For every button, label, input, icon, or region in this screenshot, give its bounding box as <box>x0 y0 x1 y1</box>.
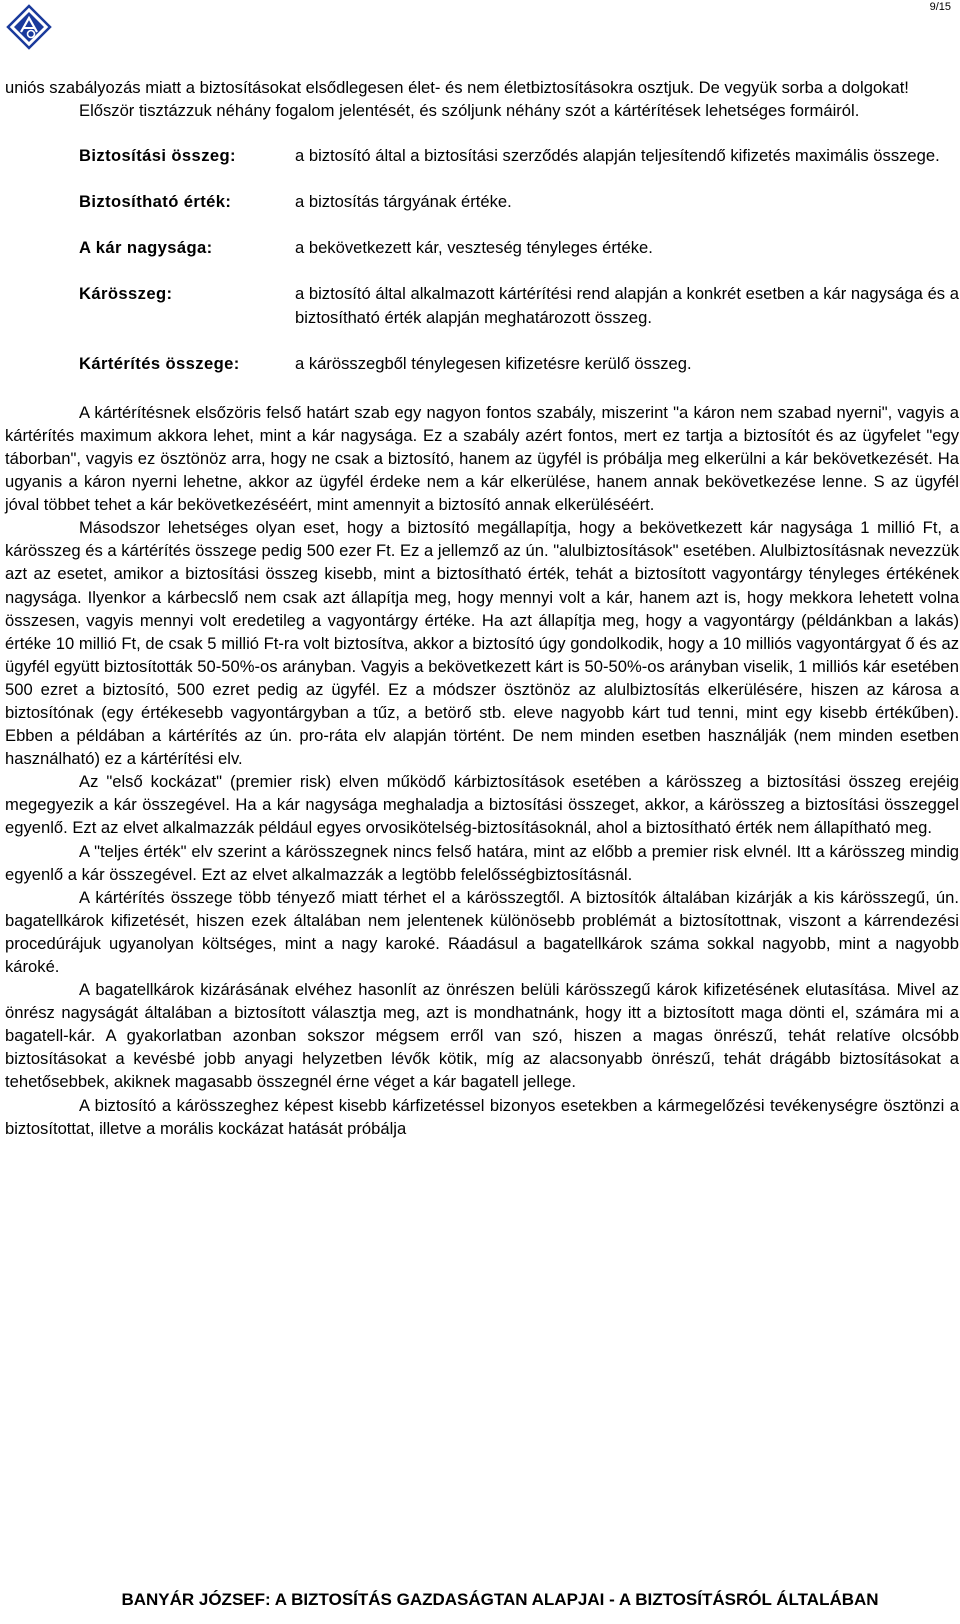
definition-term: A kár nagysága: <box>79 238 213 258</box>
logo-icon <box>6 4 52 50</box>
definition-term: Biztosítható érték: <box>79 192 232 212</box>
definition-description: a bekövetkezett kár, veszteség tényleges értéke. <box>295 238 653 258</box>
definition-row <box>79 282 959 328</box>
body-paragraph: A kártérítés összege több tényező miatt térhet el a kárösszegtől. A biztosítók általában kizárják a kis kárösszegű, ún. bagatellkárok kifizetését, hiszen ezek általában nem jelentenek különösebb problémát a biztosítottnak, viszont a kárrendezési procedúrájuk ugyanolyan költséges, mint a nagy karoké. Ráadásul a bagatellkárok száma sokkal nagyobb, mint a nagyobb károké. <box>5 887 959 976</box>
body-paragraph: A "teljes érték" elv szerint a kárösszegnek nincs felső határa, mint az előbb a premier risk elvnél. Itt a kárösszeg mindig egyenlő a kár összegével. Ezt az elvet alkalmazzák a legtöbb felelősségbiztosításnál. <box>5 841 959 884</box>
page-number: 9/15 <box>929 1 951 13</box>
definition-row <box>79 352 959 375</box>
definition-term: Kártérítés összege: <box>79 353 240 373</box>
definition-description: a biztosító által a biztosítási szerződés alapján teljesítendő kifizetés maximális összege. <box>295 146 940 166</box>
page-footer: BANYÁR JÓZSEF: A BIZTOSÍTÁS GAZDASÁGTAN ALAPJAI - A BIZTOSÍTÁSRÓL ÁLTALÁBAN <box>121 1590 879 1609</box>
body-paragraph: Az "első kockázat" (premier risk) elven működő kárbiztosítások esetében a kárösszeg a biztosítási összeg erejéig megegyezik a kár összegével. Ha a kár nagysága meghaladja a biztosítási összeget, akkor, a kárösszeg a biztosítási összeggel egyenlő. Ezt az elvet alkalmazzák például egyes orvosikötelség-biztosításoknál, ahol a biztosítható érték nem állapítható meg. <box>5 772 959 838</box>
document-body <box>5 76 959 1140</box>
body-paragraph: A bagatellkárok kizárásának elvéhez hasonlít az önrészen belüli kárösszegű károk kifizetésének elutasítása. Mivel az önrész nagyságát általában a biztosított választja meg, azt is mondhatnánk, hogy itt a biztosított maga dönti el, számára mi a bagatell-kár. A gyakorlatban azonban sokszor mégsem erről van szó, hiszen a magas önrészű, tehát relatíve olcsóbb biztosításokat a kevésbé jobb anyagi helyzetben lévők kötik, míg az alacsonyabb önrészű, tehát drágább biztosításokat a tehetősebbek, akiknek magasabb összegnél érne véget a kár bagatell jellege. <box>5 980 959 1092</box>
definition-description: a kárösszegből ténylegesen kifizetésre kerülő összeg. <box>295 353 692 373</box>
body-paragraph: A biztosító a kárösszeghez képest kisebb kárfizetéssel bizonyos esetekben a kármegelőzési tevékenységre ösztönzi a biztosítottat, illetve a morális kockázat hatását próbálja <box>5 1095 959 1138</box>
body-paragraph: A kártérítésnek elsőzöris felső határt szab egy nagyon fontos szabály, miszerint "a káron nem szabad nyerni", vagyis a kártérítés maximum akkora lehet, mint a kár nagysága. Ez a szabály azért fontos, mert ez tartja a biztosítót és az ügyfelet "egy táborban", vagyis ez ösztönöz arra, hogy ne csak a biztosító, hanem az ügyfél is próbálja meg elkerülni a kár bekövetkezését. Ha ugyanis a káron nyerni lehetne, akkor az ügyfél érdeke nem a kár elkerülése, hanem annak bekövetkezése lenne. S az ügyfél jóval többet tehet a kár bekövetkezéséért, mint amennyit a biztosító annak elkerüléséért. <box>5 402 959 515</box>
definition-description: a biztosító által alkalmazott kártérítési rend alapján a konkrét esetben a kár nagysága és a biztosítható érték alapján meghatározott összeg. <box>295 284 959 327</box>
definition-row <box>79 144 959 167</box>
definition-description: a biztosítás tárgyának értéke. <box>295 192 512 212</box>
definition-row <box>79 190 959 213</box>
definition-term: Biztosítási összeg: <box>79 146 236 166</box>
intro-paragraph: uniós szabályozás miatt a biztosításokat elsődlegesen élet- és nem életbiztosításokra osztjuk. De vegyük sorba a dolgokat! <box>5 78 909 97</box>
definition-term: Kárösszeg: <box>79 284 173 304</box>
intro-paragraph: Először tisztázzuk néhány fogalom jelentését, és szóljunk néhány szót a kártérítések lehetséges formáiról. <box>79 101 860 121</box>
definition-row <box>79 236 959 259</box>
body-paragraph: Másodszor lehetséges olyan eset, hogy a biztosító megállapítja, hogy a bekövetkezett kár nagysága 1 millió Ft, a kárösszeg és a kártérítés összege pedig 500 ezer Ft. Ez a jellemző az ún. "alulbiztosítások" esetében. Alulbiztosításnak nevezzük azt az esetet, amikor a biztosítási összeg kisebb, mint a biztosítható érték, tehát a biztosított vagyontárgy tényleges értékének nagysága. Ilyenkor a kárbecslő nem csak azt állapítja meg, hogy mennyi volt a kár, hanem azt is, hogy mekkora lehetett volna összesen, vagyis mennyi volt eredetileg a vagyontárgy értéke. Ha azt állapítja meg, hogy a vagyontárgy (példánkban a lakás) értéke 10 millió Ft, de csak 5 millió Ft-ra volt biztosítva, akkor a biztosító úgy gondolkodik, hogy a 10 milliós vagyontárgyat ő és az ügyfél együtt biztosították 50-50%-os arányban. Vagyis a bekövetkezett kárt is 50-50%-os arányban viselik, 1 milliós kár esetében 500 ezret a biztosító, 500 ezret pedig az ügyfél. Ez a módszer ösztönöz az alulbiztosítás elkerülésére, hiszen az károsa a biztosítónak (egy értékesebb vagyontárgyban a tűz, a betörő stb. eleve nagyobb kárt tud tenni, mint egy kisebb értékűben). Ebben a példában a kártérítés az ún. pro-ráta elv alapján történt. De nem minden esetben használják (nem minden esetben használható) ez a kártérítési elv. <box>5 518 959 769</box>
definitions-list <box>79 144 959 375</box>
